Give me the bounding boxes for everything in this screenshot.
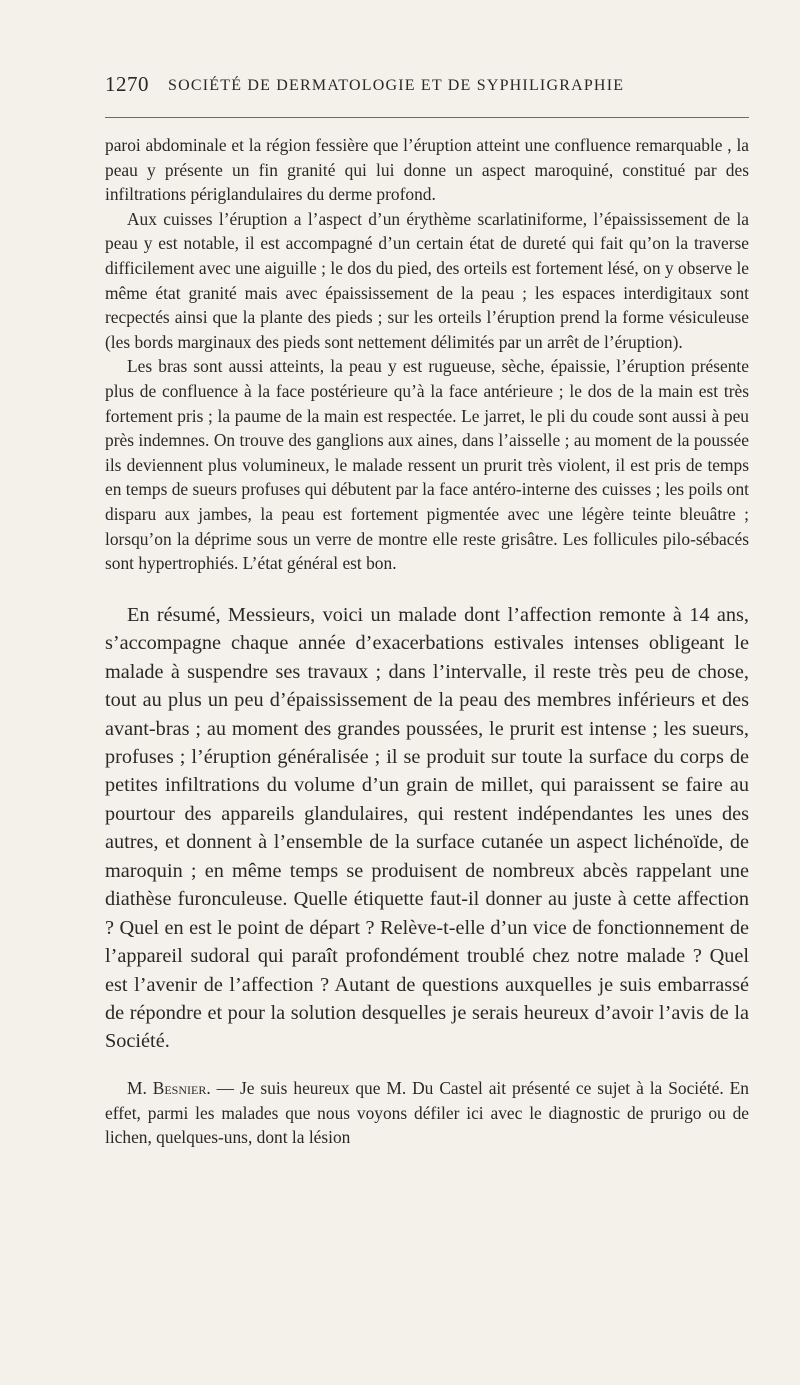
paragraph-summary: En résumé, Messieurs, voici un malade dont l’affection remonte à 14 ans, s’accompagne chaque année d’exacerbations estivales intenses obligeant le malade à suspendre ses travaux ; dans l’intervalle, il reste très peu de chose, tout au plus un peu d’épaississement de la peau des membres inférieurs et des avant-bras ; au moment des grandes poussées, le prurit est intense ; les sueurs, profuses ; l’éruption généralisée ; il se produit sur toute la surface du corps de petites infiltrations du volume d’un grain de millet, qui paraissent se faire au pourtour des appareils glandulaires, qui restent indépendantes les unes des autres, et donnent à l’ensemble de la surface cutanée un aspect lichénoïde, de maroquin ; en même temps se produisent de nombreux abcès rappelant une diathèse furonculeuse. Quelle étiquette faut-il donner au juste à cette affection ? Quel en est le point de départ ? Relève-t-elle d’un vice de fonctionnement de l’appareil sudoral qui paraît profondément troublé chez notre malade ? Quel est l’avenir de l’affection ? Autant de questions auxquelles je suis embarrassé de répondre et pour la solution desquelles je serais heureux d’avoir l’avis de la Société. [105,603,749,1053]
paragraph-discussion [105,1076,749,1150]
paragraph-continuation: paroi abdominale et la région fessière que l’éruption atteint une confluence remarquable , la peau y présente un fin granité qui lui donne un aspect maroquiné, constitué par des infiltrations périglandulaires du derme profond. [105,135,749,205]
running-title: SOCIÉTÉ DE DERMATOLOGIE ET DE SYPHILIGRAPHIE [168,77,625,94]
body-text [105,133,749,1150]
page-header [105,70,749,106]
header-rule [105,117,749,118]
paragraph-thighs: Aux cuisses l’éruption a l’aspect d’un érythème scarlatiniforme, l’épaississement de la peau y est notable, il est accompagné d’un certain état de dureté qui fait qu’on la traverse difficilement avec une aiguille ; le dos du pied, des orteils est fortement lésé, on y observe le même état granité mais avec épaississement de la peau ; les espaces interdigitaux sont recpectés ainsi que la plante des pieds ; sur les orteils l’éruption prend la forme vésiculeuse (les bords marginaux des pieds sont nettement délimités par un arrêt de l’éruption). [105,208,749,352]
paragraph-arms: Les bras sont aussi atteints, la peau y est rugueuse, sèche, épaissie, l’éruption présente plus de confluence à la face postérieure qu’à la face antérieure ; le dos de la main est très fortement pris ; la paume de la main est respectée. Le jarret, le pli du coude sont aussi à peu près indemnes. On trouve des ganglions aux aines, dans l’aisselle ; au moment de la poussée ils deviennent plus volumineux, le malade ressent un prurit très violent, il est pris de temps en temps de sueurs profuses qui débutent par la face antéro-interne des cuisses ; les poils ont disparu aux jambes, la peau est fortement pigmentée avec une légère teinte bleuâtre ; lorsqu’on la déprime sous un verre de montre elle reste grisâtre. Les follicules pilo-sébacés sont hypertrophiés. L’état général est bon. [105,356,749,574]
discussion-text: — Je suis heureux que M. Du Castel ait présenté ce sujet à la Société. En effet, parmi les malades que nous voyons défiler ici avec le diagnostic de prurigo ou de lichen, quelques-uns, dont la lésion [105,1077,749,1148]
speaker-name: M. Besnier. [127,1077,211,1098]
page-number: 1270 [105,72,149,96]
